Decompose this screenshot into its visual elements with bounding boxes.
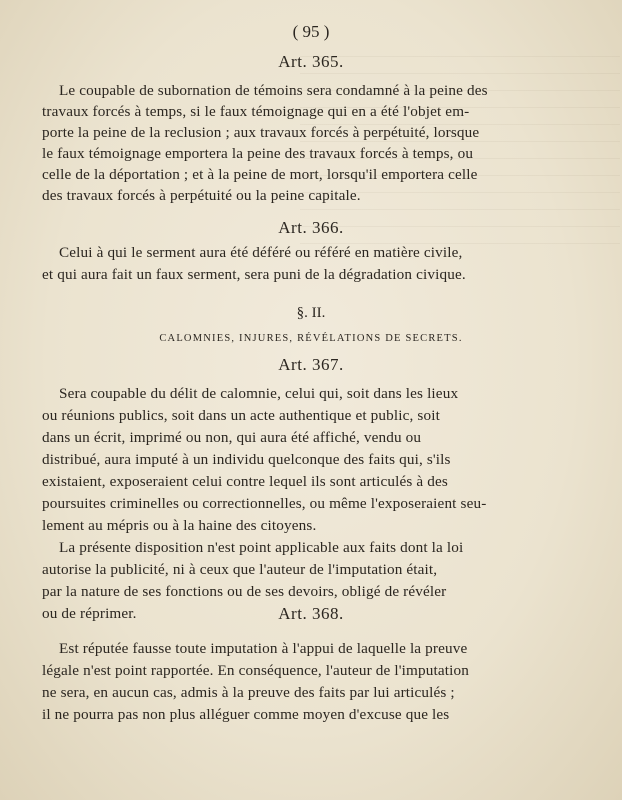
article-365-line-2: travaux forcés à temps, si le faux témoignage qui en a été l'objet em- (42, 103, 470, 120)
article-367-line-7: lement au mépris ou à la haine des citoyens. (42, 517, 317, 534)
page-number: ( 95 ) (292, 22, 330, 41)
article-367-line-4: distribué, aura imputé à un individu quelconque des faits qui, s'ils (42, 451, 451, 468)
article-365-line-5: celle de la déportation ; et à la peine de mort, lorsqu'il emportera celle (42, 166, 478, 183)
article-368-line-3: ne sera, en aucun cas, admis à la preuve des faits par lui articulés ; (42, 684, 455, 701)
article-367-line-9: autorise la publicité, ni à ceux que l'auteur de l'imputation était, (42, 561, 438, 578)
article-366-line-1: Celui à qui le serment aura été déféré ou référé en matière civile, (59, 244, 463, 261)
article-365-heading: Art. 365. (278, 52, 344, 71)
article-366-line-2: et qui aura fait un faux serment, sera puni de la dégradation civique. (42, 266, 466, 283)
article-367-line-11: ou de réprimer. (42, 605, 137, 622)
article-367-line-8: La présente disposition n'est point applicable aux faits dont la loi (59, 539, 464, 556)
section-number: §. II. (296, 305, 326, 321)
article-367-line-1: Sera coupable du délit de calomnie, celui qui, soit dans les lieux (59, 385, 459, 402)
article-367-line-6: poursuites criminelles ou correctionnelles, ou même l'exposeraient seu- (42, 495, 487, 512)
article-367-heading: Art. 367. (278, 355, 344, 374)
article-367-line-10: par la nature de ses fonctions ou de ses devoirs, obligé de révéler (42, 583, 447, 600)
article-368-heading: Art. 368. (278, 604, 344, 623)
article-367-line-2: ou réunions publics, soit dans un acte authentique et public, soit (42, 407, 440, 424)
article-368-line-4: il ne pourra pas non plus alléguer comme moyen d'excuse que les (42, 706, 450, 723)
section-title: CALOMNIES, INJURES, RÉVÉLATIONS DE SECRETS. (159, 333, 463, 344)
article-367-line-3: dans un écrit, imprimé ou non, qui aura été affiché, vendu ou (42, 429, 422, 446)
article-365-line-3: porte la peine de la reclusion ; aux travaux forcés à perpétuité, lorsque (42, 124, 480, 141)
article-365-line-1: Le coupable de subornation de témoins sera condamné à la peine des (59, 82, 488, 99)
article-367-line-5: existaient, exposeraient celui contre lequel ils sont articulés à des (42, 473, 448, 490)
article-365-line-6: des travaux forcés à perpétuité ou la peine capitale. (42, 187, 361, 204)
article-368-line-2: légale n'est point rapportée. En conséquence, l'auteur de l'imputation (42, 662, 469, 679)
article-366-heading: Art. 366. (278, 218, 344, 237)
article-368-line-1: Est réputée fausse toute imputation à l'appui de laquelle la preuve (59, 640, 468, 657)
article-365-line-4: le faux témoignage emportera la peine des travaux forcés à temps, ou (42, 145, 474, 162)
